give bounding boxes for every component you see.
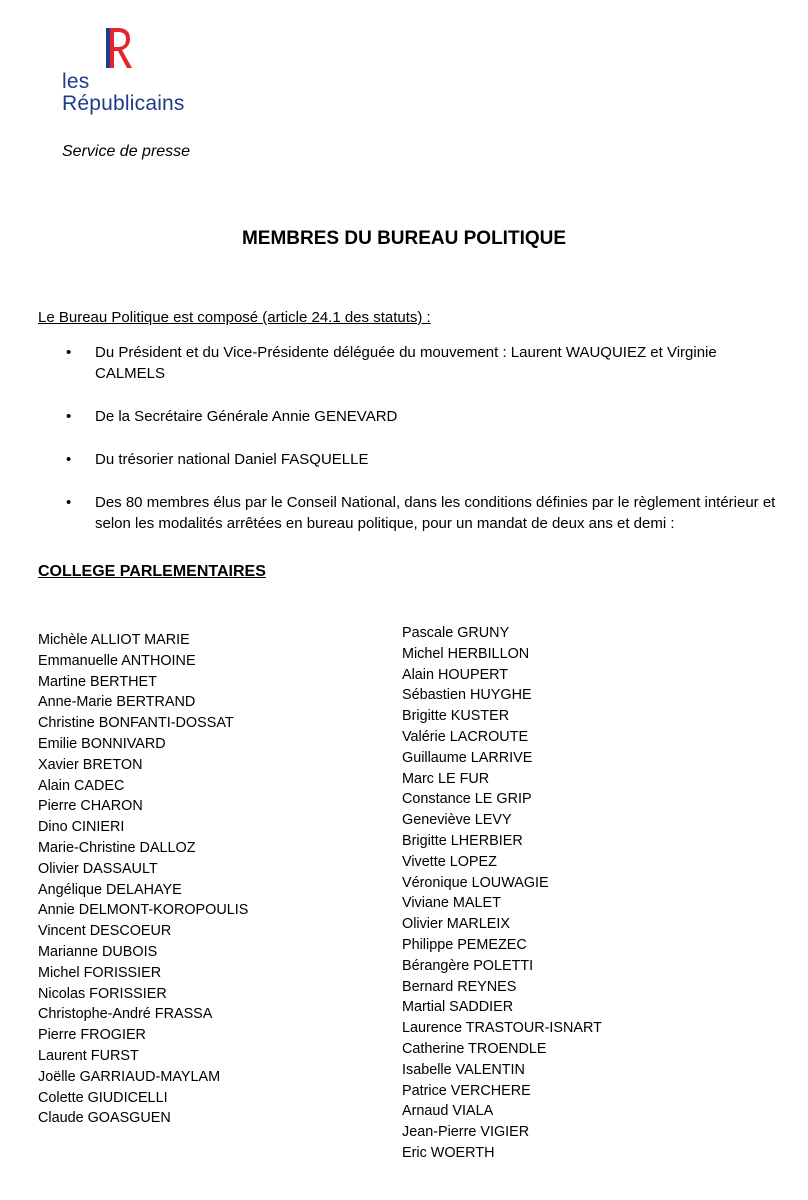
member-name: Angélique DELAHAYE: [38, 881, 182, 898]
logo-text-les: les: [62, 70, 90, 93]
composition-item: [38, 342, 778, 384]
members-list-left: [38, 630, 248, 1129]
document-title: MEMBRES DU BUREAU POLITIQUE: [241, 228, 567, 249]
member-name: Philippe PEMEZEC: [402, 936, 527, 953]
member-name: Valérie LACROUTE: [402, 728, 529, 745]
service-de-presse: Service de presse: [62, 143, 191, 160]
member-name: Vivette LOPEZ: [402, 853, 497, 870]
member-name: Isabelle VALENTIN: [402, 1061, 525, 1078]
member-name: Michel HERBILLON: [402, 645, 530, 662]
member-name: Constance LE GRIP: [402, 791, 532, 808]
member-name: Marie-Christine DALLOZ: [38, 839, 196, 856]
member-name: Christine BONFANTI-DOSSAT: [38, 715, 234, 732]
member-name: Pierre FROGIER: [38, 1027, 146, 1044]
member-name: Eric WOERTH: [402, 1144, 495, 1161]
member-name: Joëlle GARRIAUD-MAYLAM: [38, 1068, 221, 1085]
member-name: Emmanuelle ANTHOINE: [38, 652, 196, 669]
logo-text-republicains: Républicains: [62, 92, 185, 115]
les-republicains-logo: [62, 26, 202, 126]
member-name: Sébastien HUYGHE: [402, 687, 532, 704]
member-name: Marc LE FUR: [402, 770, 490, 787]
member-name: Guillaume LARRIVE: [402, 749, 533, 766]
member-name: Martial SADDIER: [402, 999, 514, 1016]
member-name: Anne-Marie BERTRAND: [38, 694, 196, 711]
composition-text: Des 80 membres élus par le Conseil National, dans les conditions définies par le règlement intérieur et selon les modalités arrêtées en bureau politique, pour un mandat de deux ans et demi :: [95, 494, 776, 532]
member-name: Laurence TRASTOUR-ISNART: [402, 1020, 602, 1037]
member-name: Véronique LOUWAGIE: [402, 874, 549, 891]
member-name: Laurent FURST: [38, 1047, 139, 1064]
member-name: Michèle ALLIOT MARIE: [38, 632, 190, 648]
member-name: Bérangère POLETTI: [402, 957, 534, 974]
member-name: Pascale GRUNY: [402, 625, 510, 641]
composition-item: [38, 449, 778, 470]
bullet-icon: •: [66, 408, 72, 425]
member-name: Nicolas FORISSIER: [38, 985, 167, 1002]
member-name: Patrice VERCHERE: [402, 1082, 531, 1099]
composition-text: De la Secrétaire Générale Annie GENEVARD: [95, 408, 398, 425]
member-name: Viviane MALET: [402, 895, 501, 912]
member-name: Alain CADEC: [38, 777, 125, 794]
member-name: Jean-Pierre VIGIER: [402, 1124, 530, 1141]
composition-item: [38, 406, 778, 427]
composition-text: Du trésorier national Daniel FASQUELLE: [95, 451, 369, 468]
member-name: Xavier BRETON: [38, 756, 143, 773]
section-title: COLLEGE PARLEMENTAIRES: [38, 563, 266, 580]
bullet-icon: •: [66, 451, 72, 468]
member-name: Geneviève LEVY: [402, 812, 512, 829]
member-name: Claude GOASGUEN: [38, 1110, 171, 1127]
member-name: Marianne DUBOIS: [38, 943, 158, 960]
member-name: Arnaud VIALA: [402, 1103, 494, 1120]
composition-list: [38, 342, 778, 556]
member-name: Catherine TROENDLE: [402, 1040, 547, 1057]
member-name: Olivier MARLEIX: [402, 916, 510, 933]
member-name: Vincent DESCOEUR: [38, 923, 172, 940]
member-name: Martine BERTHET: [38, 673, 157, 690]
member-name: Michel FORISSIER: [38, 964, 162, 981]
member-name: Brigitte LHERBIER: [402, 832, 523, 849]
composition-text: Du Président et du Vice-Présidente déléguée du mouvement : Laurent WAUQUIEZ et Virginie CALMELS: [95, 344, 717, 382]
bullet-icon: •: [66, 344, 72, 361]
member-name: Christophe-André FRASSA: [38, 1006, 213, 1023]
member-name: Alain HOUPERT: [402, 666, 509, 683]
member-name: Annie DELMONT-KOROPOULIS: [38, 902, 249, 919]
intro-text: Le Bureau Politique est composé (article 24.1 des statuts) :: [38, 309, 431, 326]
member-name: Olivier DASSAULT: [38, 860, 158, 877]
member-name: Colette GIUDICELLI: [38, 1089, 168, 1106]
lr-monogram-icon: [62, 26, 132, 76]
bullet-icon: •: [66, 494, 72, 511]
member-name: Emilie BONNIVARD: [38, 735, 166, 752]
members-list-right: [402, 623, 602, 1164]
composition-item: [38, 492, 778, 534]
member-name: Brigitte KUSTER: [402, 708, 510, 725]
member-name: Bernard REYNES: [402, 978, 517, 995]
member-name: Dino CINIERI: [38, 819, 125, 836]
member-name: Pierre CHARON: [38, 798, 143, 815]
